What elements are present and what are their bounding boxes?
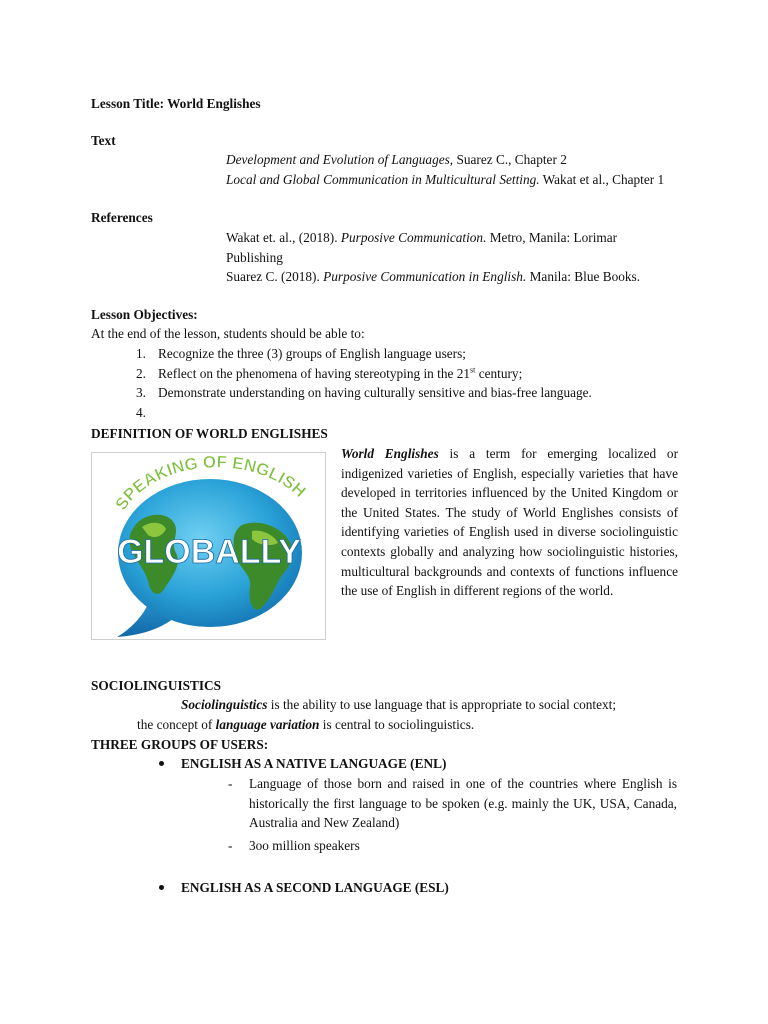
sociolinguistics-line-1 (137, 695, 677, 715)
reference-entry (226, 267, 676, 287)
objective-text: Reflect on the phenomena of having stereotyping in the 21 (158, 365, 471, 381)
globe-speech-bubble-illustration (92, 453, 326, 640)
objectives-intro: At the end of the lesson, students should be able to: (91, 326, 365, 341)
language-variation-term: language variation (215, 716, 320, 732)
sociolinguistics-text-2: the concept of (137, 716, 216, 732)
dash-marker: - (228, 776, 233, 791)
references-heading: References (91, 210, 153, 225)
arc-text: SPEAKING OF ENGLISH (111, 453, 310, 514)
objective-number: 3. (136, 385, 146, 401)
sociolinguistics-term: Sociolinguistics (181, 697, 268, 712)
sociolinguistics-line-2 (137, 717, 474, 732)
reference-title: Purposive Communication. (340, 230, 487, 245)
sociolinguistics-text-3: is central to sociolinguistics. (319, 716, 475, 732)
group-detail: Language of those born and raised in one of the countries where English is historically the first language to be spoken (e.g. mainly the UK, USA, Canada, Australia and New Zealand) (249, 776, 677, 831)
reference-publisher: Manila: Blue Books. (526, 269, 641, 285)
definition-paragraph (341, 444, 678, 601)
text-entries (226, 150, 676, 189)
text-entry-rest: Wakat et al., Chapter 1 (539, 171, 665, 187)
definition-term: World Englishes (341, 446, 439, 461)
text-entry-title: Local and Global Communication in Multicultural Setting. (226, 171, 540, 187)
objective-item (132, 364, 692, 384)
definition-text: is a term for emerging localized or indigenized varieties of English, especially varieties that have developed in territories influenced by the United Kingdom or the United States. The study of World Englishes consists of identifying varieties of English used in diverse sociolinguistic contexts globally and analyzing how sociolinguistic histories, multicultural backgrounds and contexts of functions influence the use of English in different regions of the world. (341, 446, 678, 599)
group-label-esl: ENGLISH AS A SECOND LANGUAGE (ESL) (181, 880, 449, 895)
speaking-of-english-globally-image (91, 452, 326, 640)
objective-number: 1. (136, 346, 146, 361)
sociolinguistics-paragraph (137, 695, 677, 734)
group-label-enl: ENGLISH AS A NATIVE LANGUAGE (ENL) (181, 756, 447, 771)
text-entry-rest: , Suarez C., Chapter 2 (449, 152, 567, 167)
objective-text: Recognize the three (3) groups of English language users; (158, 346, 466, 361)
groups-heading: THREE GROUPS OF USERS: (91, 737, 269, 752)
objective-item (132, 344, 692, 364)
group-detail: 3oo million speakers (249, 838, 360, 853)
text-entry (226, 170, 676, 190)
reference-entry (226, 228, 676, 267)
reference-author: Wakat et. al., (2018). (226, 230, 341, 245)
definition-heading: DEFINITION OF WORLD ENGLISHES (91, 426, 328, 441)
text-heading: Text (91, 133, 116, 148)
objective-text: Demonstrate understanding on having culturally sensitive and bias-free language. (158, 385, 592, 401)
bullet-icon (159, 885, 164, 890)
objective-item (132, 383, 692, 403)
dash-marker: - (228, 838, 233, 853)
bullet-icon (159, 761, 164, 766)
reference-title: Purposive Communication in English. (323, 269, 527, 285)
sociolinguistics-heading: SOCIOLINGUISTICS (91, 678, 222, 693)
objective-text-end: century; (475, 365, 523, 381)
globally-text: GLOBALLY (117, 533, 301, 571)
objectives-heading: Lesson Objectives: (91, 307, 198, 322)
objectives-list (132, 344, 692, 422)
lesson-title: Lesson Title: World Englishes (91, 96, 261, 111)
text-entry-title: Development and Evolution of Languages (226, 152, 450, 167)
objective-number: 2. (136, 365, 146, 381)
reference-entries (226, 228, 676, 287)
reference-publisher: Metro, Manila: Lorimar Publishing (226, 230, 618, 265)
reference-author: Suarez C. (2018). (226, 269, 324, 285)
sociolinguistics-text-1: is the ability to use language that is appropriate to social context; (267, 697, 617, 712)
objective-number: 4. (136, 404, 146, 420)
objective-item (132, 403, 692, 423)
text-entry (226, 150, 676, 170)
objective-superscript: st (470, 365, 476, 375)
